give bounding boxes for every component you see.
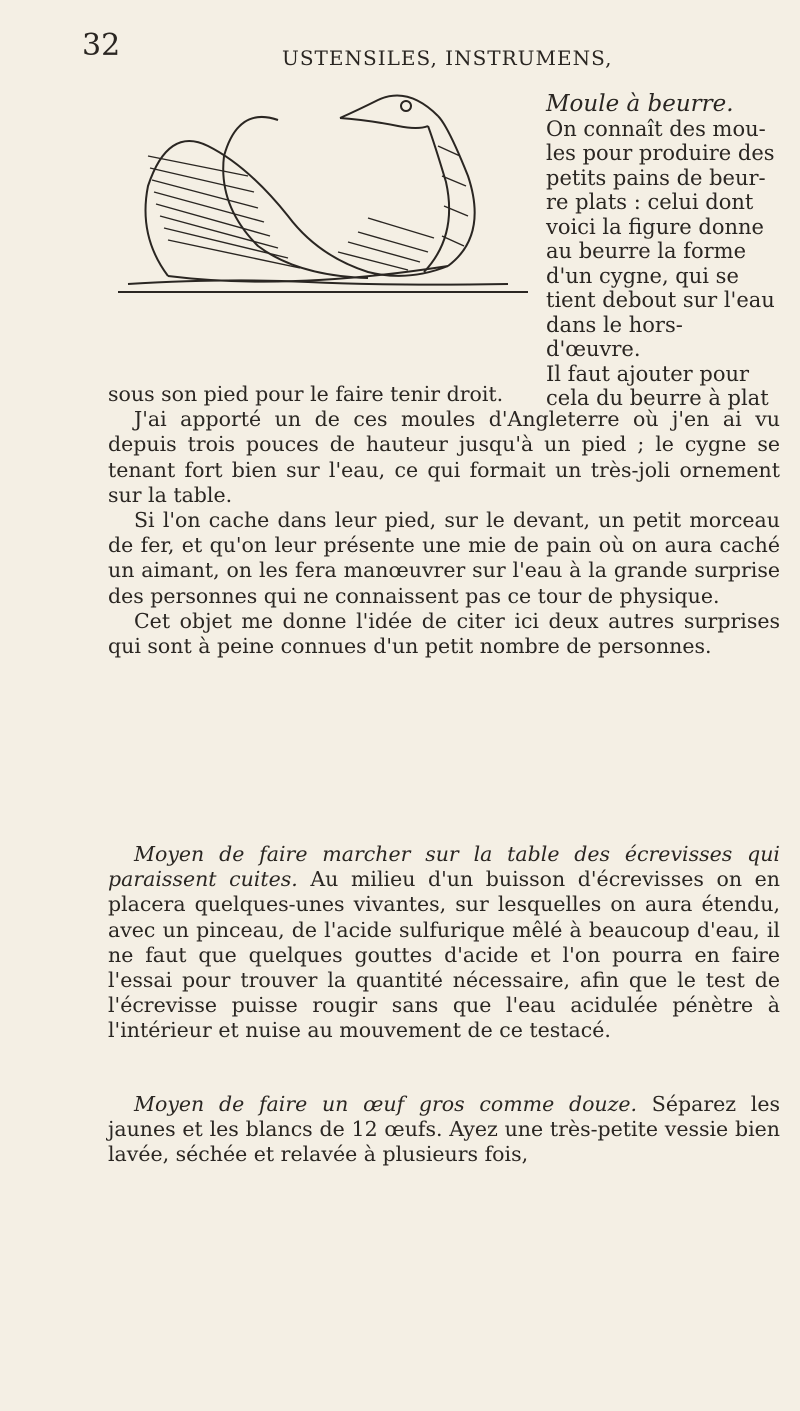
text-line: dans le hors-d'œuvre. — [546, 312, 683, 361]
section-body-egg: Séparez les jaunes et les blancs de 12 œufs. Ayez une très-petite vessie bien lavée, séchée et relavée à plusieurs fois, — [108, 1092, 780, 1167]
section-body-crayfish: Au milieu d'un buisson d'écrevisses on en placera quelques-unes vivantes, sur lesquelles on aura étendu, avec un pinceau, de l'acide sulfurique mêlé à beaucoup d'eau, il ne faut que quelques gouttes d'acide et l'on pourra en faire l'essai pour trouver la quantité nécessaire, afin que le test de l'écrevisse puisse rougir sans que l'eau acidulée pénètre à l'intérieur et nuise au mouvement de ce testacé. — [108, 867, 780, 1043]
text-line: voici la figure donne — [546, 214, 764, 239]
paragraph: J'ai apporté un de ces moules d'Angleterre où j'en ai vu depuis trois pouces de hauteur jusqu'à un pied ; le cygne se tenant fort bien sur l'eau, ce qui formait un très-joli ornement sur la table. — [108, 407, 780, 507]
section-title-crayfish: Moyen de faire marcher sur la table des écrevisses qui paraissent cuites. — [108, 842, 780, 892]
page-header — [82, 28, 762, 88]
right-column-text — [546, 92, 776, 411]
section-title-egg: Moyen de faire un œuf gros comme douze. — [134, 1092, 638, 1116]
text-line: petits pains de beur- — [546, 165, 766, 190]
text-line: d'un cygne, qui se — [546, 263, 739, 288]
text-line: On connaît des mou- — [546, 116, 766, 141]
text-line: Il faut ajouter pour — [546, 361, 750, 386]
section-butter-mold-body — [108, 382, 780, 659]
section-title-butter-mold: Moule à beurre. — [546, 91, 734, 117]
running-head: USTENSILES, INSTRUMENS, — [282, 46, 613, 70]
text-line: au beurre la forme — [546, 239, 747, 263]
text-line: cela du beurre à plat — [546, 386, 769, 410]
page-number: 32 — [82, 28, 121, 63]
section-egg — [108, 1092, 780, 1168]
paragraph: Si l'on cache dans leur pied, sur le devant, un petit morceau de fer, et qu'on leur présente une mie de pain où on aura caché un aimant, on les fera manœuvrer sur l'eau à la grande surprise des personnes qui ne connaissent pas ce tour de physique. — [108, 508, 780, 608]
swan-butter-mold-illustration — [108, 86, 540, 302]
paragraph — [108, 842, 780, 1044]
text-line: les pour produire des — [546, 141, 775, 165]
paragraph — [108, 1092, 780, 1168]
section-crayfish — [108, 842, 780, 1044]
continuation-line: sous son pied pour le faire tenir droit. — [108, 382, 504, 406]
text-line: re plats : celui dont — [546, 190, 754, 214]
paragraph: Cet objet me donne l'idée de citer ici deux autres surprises qui sont à peine connues d'un petit nombre de personnes. — [108, 608, 780, 659]
text-line: tient debout sur l'eau — [546, 288, 775, 312]
swan-icon — [108, 86, 540, 302]
